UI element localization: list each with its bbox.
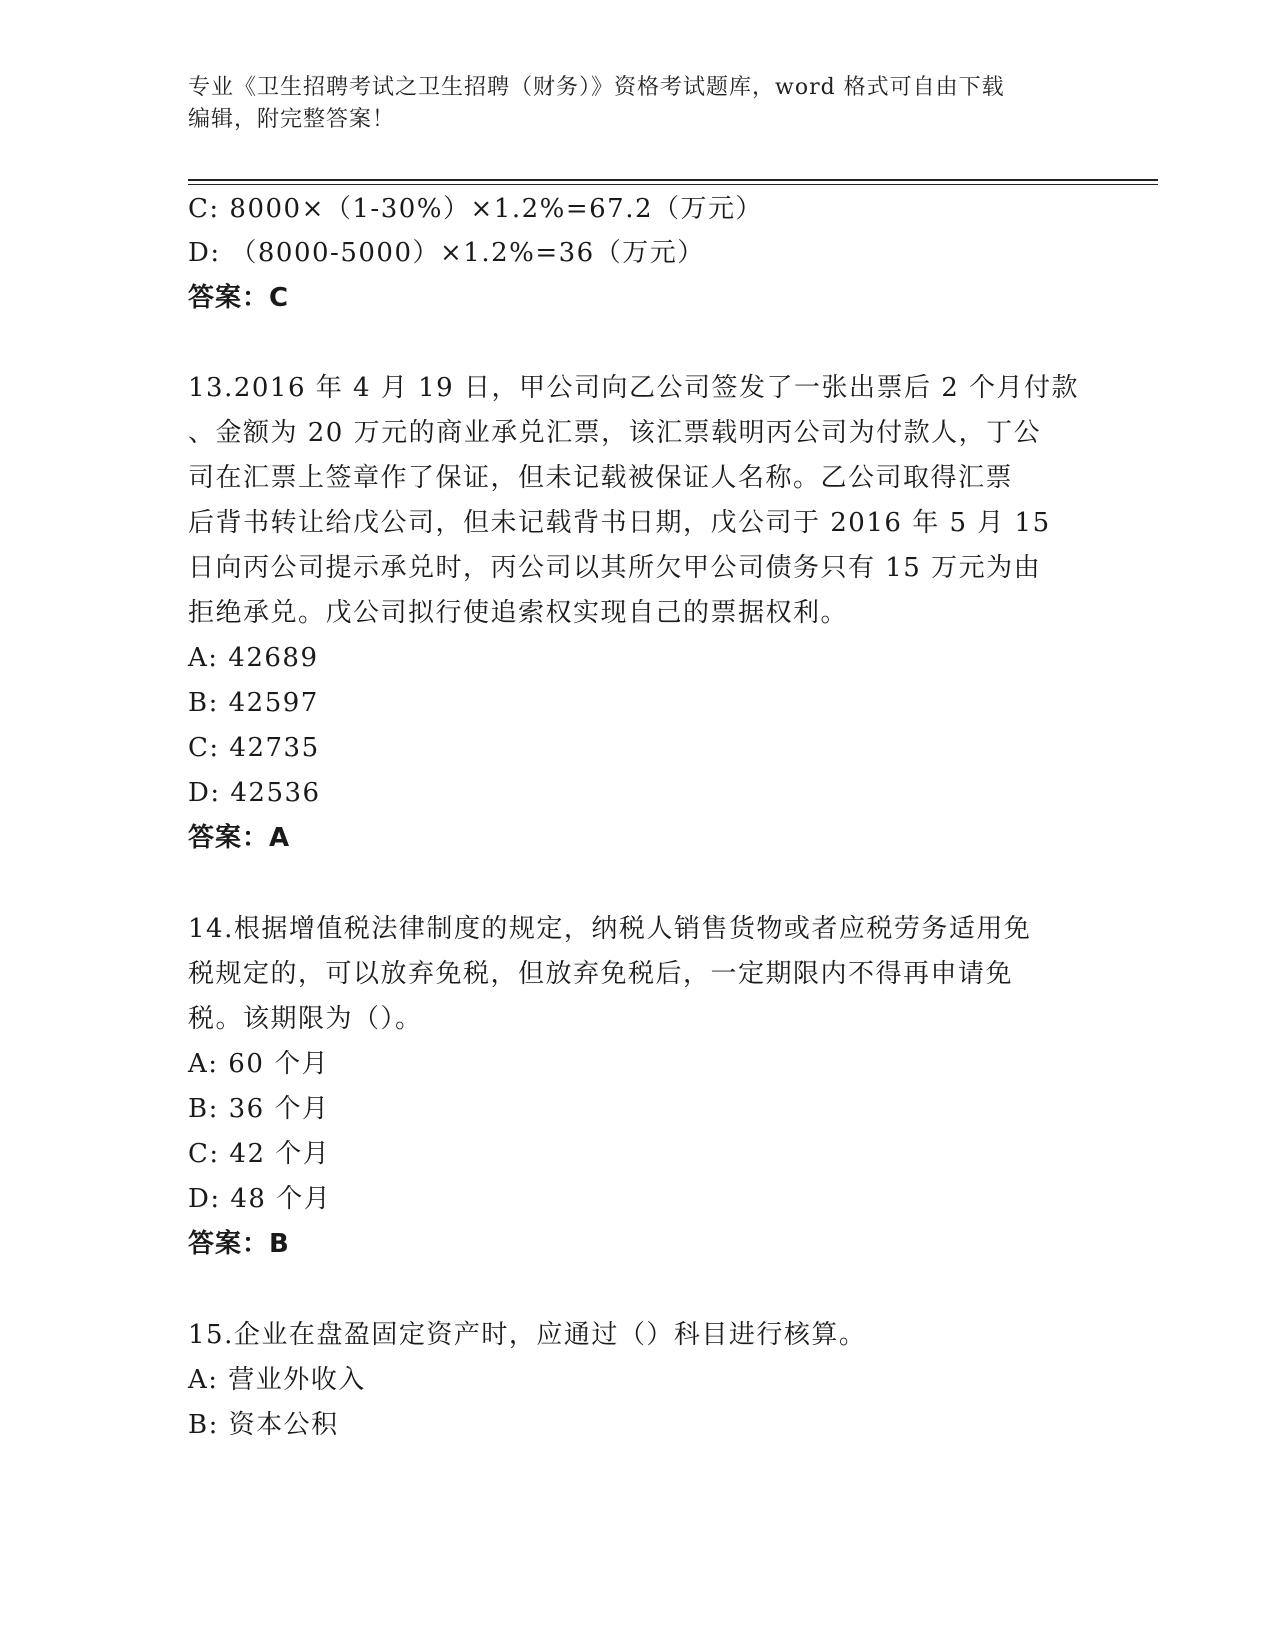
q13-stem-line: 司在汇票上签章作了保证，但未记载被保证人名称。乙公司取得汇票 <box>188 463 1014 493</box>
q13-stem-line: 13.2016 年 4 月 19 日，甲公司向乙公司签发了一张出票后 2 个月付款 <box>188 373 1080 403</box>
q12-option-d: D: （8000-5000）×1.2%=36（万元） <box>188 238 705 268</box>
header-divider-thin <box>188 184 1158 185</box>
q13-option-b: B: 42597 <box>188 688 319 718</box>
q14-option-a: A: 60 个月 <box>188 1049 330 1079</box>
q13-stem-line: 日向丙公司提示承兑时，丙公司以其所欠甲公司债务只有 15 万元为由 <box>188 553 1042 583</box>
q12-option-c: C: 8000×（1-30%）×1.2%=67.2（万元） <box>188 194 764 224</box>
q14-stem-line: 14.根据增值税法律制度的规定，纳税人销售货物或者应税劳务适用免 <box>188 914 1032 944</box>
q15-option-b: B: 资本公积 <box>188 1410 339 1440</box>
q14-option-d: D: 48 个月 <box>188 1184 332 1214</box>
q15-stem-line: 15.企业在盘盈固定资产时，应通过（）科目进行核算。 <box>188 1320 867 1350</box>
q14-answer: 答案：B <box>188 1229 290 1259</box>
q14-option-b: B: 36 个月 <box>188 1094 330 1124</box>
q13-option-c: C: 42735 <box>188 733 320 763</box>
header-line-2: 编辑，附完整答案！ <box>188 107 396 132</box>
q13-option-d: D: 42536 <box>188 778 321 808</box>
q13-option-a: A: 42689 <box>188 643 319 673</box>
q14-stem-line: 税规定的，可以放弃免税，但放弃免税后，一定期限内不得再申请免 <box>188 959 1014 989</box>
q13-stem-line: 拒绝承兑。戊公司拟行使追索权实现自己的票据权利。 <box>188 598 849 628</box>
q13-stem-line: 后背书转让给戊公司，但未记载背书日期，戊公司于 2016 年 5 月 15 <box>188 508 1051 538</box>
q12-answer: 答案：C <box>188 283 290 313</box>
q13-stem-line: 、金额为 20 万元的商业承兑汇票，该汇票载明丙公司为付款人，丁公 <box>188 418 1042 448</box>
q15-option-a: A: 营业外收入 <box>188 1365 366 1395</box>
header-divider-thick <box>188 179 1158 181</box>
q14-option-c: C: 42 个月 <box>188 1139 331 1169</box>
q13-answer: 答案：A <box>188 823 291 853</box>
document-header <box>188 72 1088 136</box>
header-line-1: 专业《卫生招聘考试之卫生招聘（财务）》资格考试题库，word 格式可自由下载 <box>188 75 1005 100</box>
q14-stem-line: 税。该期限为（）。 <box>188 1004 423 1034</box>
